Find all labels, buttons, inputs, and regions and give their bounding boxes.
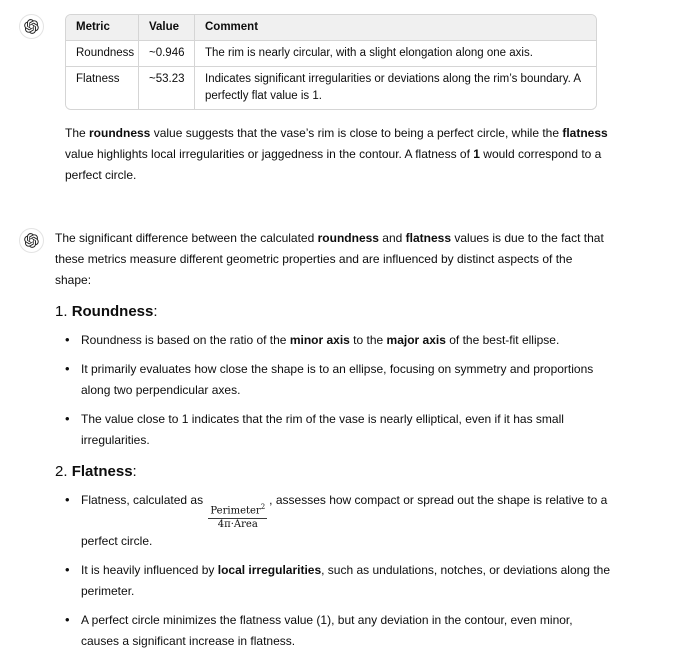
list-item: • Flatness, calculated as $\frac{Perimeter^2}{\text{4π·Area}}$ , assesses how compact or spread out the shape is relative to a perfect circle.	[55, 490, 610, 552]
table-cell-comment: Indicates significant irregularities or deviations along the rim’s boundary. A perfectly flat value is 1.	[195, 67, 596, 109]
list-item: • The value close to 1 indicates that the rim of the vase is nearly elliptical, even if it has small irregularities.	[55, 409, 610, 451]
list-item: • Roundness is based on the ratio of the minor axis to the major axis of the best-fit ellipse.	[55, 330, 610, 351]
openai-logo-icon	[24, 19, 39, 34]
section-colon: :	[132, 463, 137, 480]
flatness-bullet-list	[55, 490, 610, 652]
table-header-comment: Comment	[195, 15, 596, 41]
fraction-formula: $\frac{Perimeter^2}{\text{4π·Area}}$	[210, 503, 266, 530]
list-item: • It primarily evaluates how close the shape is to an ellipse, focusing on symmetry and proportions along two perpendicular axes.	[55, 359, 610, 401]
section-title: Roundness	[71, 303, 154, 320]
section-colon: :	[153, 303, 158, 320]
list-item: • A perfect circle minimizes the flatness value (1), but any deviation in the contour, even minor, causes a significant increase in flatness.	[55, 610, 610, 652]
list-item: • It is heavily influenced by local irregularities, such as undulations, notches, or deviations along the perimeter.	[55, 560, 610, 602]
section-title: Flatness	[71, 463, 133, 480]
table-cell-value: ~53.23	[139, 67, 195, 109]
section-heading-roundness	[55, 302, 610, 321]
table-header-row	[66, 15, 596, 41]
table-header-metric: Metric	[66, 15, 139, 41]
section-heading-flatness	[55, 462, 610, 481]
assistant-avatar	[19, 228, 44, 253]
assistant-message-1	[0, 0, 684, 186]
section-number: 2.	[55, 463, 72, 480]
table-row	[66, 67, 596, 109]
metrics-table	[65, 14, 597, 110]
table-cell-metric: Flatness	[66, 67, 139, 109]
explanation-intro: The significant difference between the calculated roundness and flatness values is due to the fact that these metrics measure different geometric properties and are influenced by distinct aspects of the shape:	[55, 231, 604, 287]
assistant-avatar	[19, 14, 44, 39]
table-cell-value: ~0.946	[139, 41, 195, 67]
table-header-value: Value	[139, 15, 195, 41]
table-cell-comment: The rim is nearly circular, with a slight elongation along one axis.	[195, 41, 596, 67]
section-number: 1.	[55, 303, 72, 320]
table-row	[66, 41, 596, 67]
table-cell-metric: Roundness	[66, 41, 139, 67]
openai-logo-icon	[24, 233, 39, 248]
roundness-bullet-list	[55, 330, 610, 451]
summary-paragraph: The roundness value suggests that the vase’s rim is close to being a perfect circle, while the flatness value highlights local irregularities or jaggedness in the contour. A flatness of 1 would correspond to a perfect circle.	[65, 126, 608, 182]
assistant-message-2	[0, 228, 684, 660]
